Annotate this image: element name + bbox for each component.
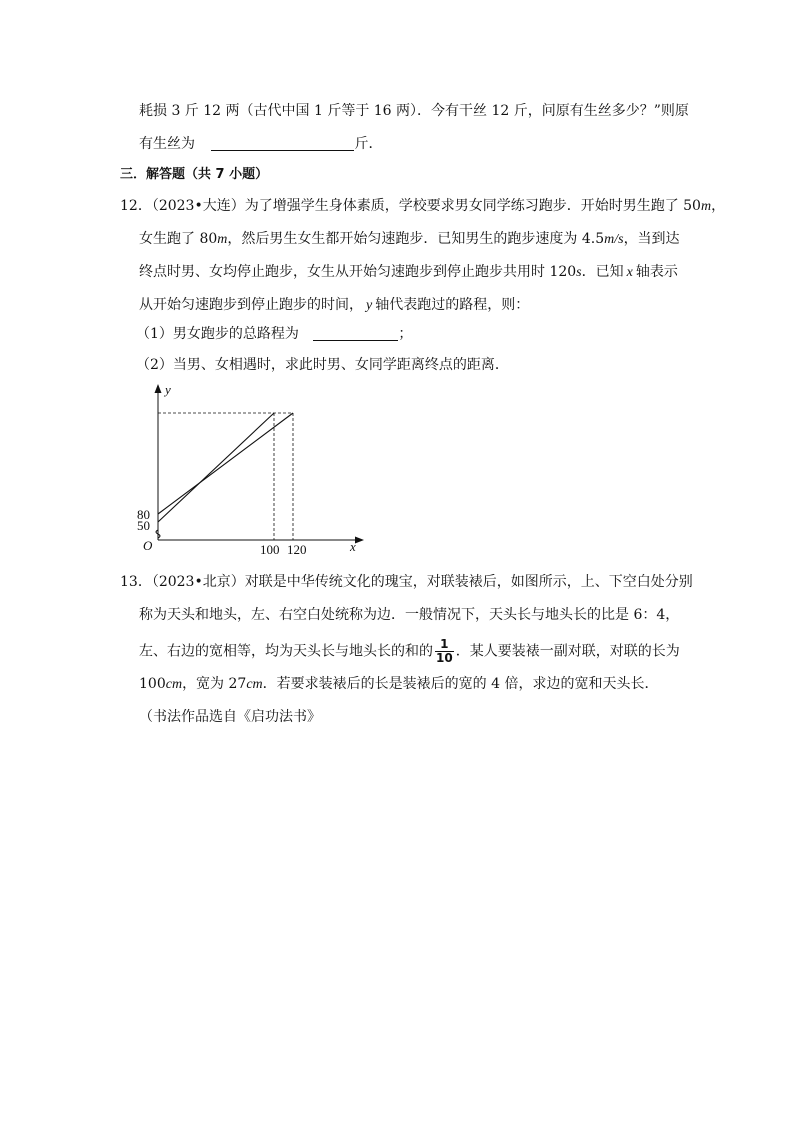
x-axis-arrow	[355, 537, 364, 544]
q13-line1: 13．（2023•北京）对联是中华传统文化的瑰宝，对联装裱后，如图所示，上、下空白处分别	[120, 574, 693, 590]
unit-cm: cm	[246, 677, 263, 692]
prev-problem-line1: 耗损 3 斤 12 两（古代中国 1 斤等于 16 两）．今有干丝 12 斤，问原有生丝多少？”则原	[139, 103, 689, 119]
x-axis-label: x	[350, 539, 356, 554]
y-axis-label: y	[165, 382, 171, 397]
q12-line2-text-c: ，当到达	[623, 231, 680, 247]
q13-line4-text-b: ，宽为 27	[182, 676, 247, 692]
fraction-numerator: 1	[435, 638, 454, 652]
answer-blank-total-distance[interactable]	[313, 324, 398, 341]
unit-cm: cm	[165, 677, 183, 692]
var-y: y	[366, 298, 373, 313]
q12-line2	[139, 229, 680, 250]
unit-m: m	[217, 232, 228, 247]
q13-line4-text-a: 100	[139, 676, 166, 692]
q13-caption: （书法作品选自《启功法书》	[139, 709, 321, 725]
q12-line2-text-b: ，然后男生女生都开始匀速跑步．已知男生的跑步速度为 4.5	[227, 231, 605, 247]
boy-line	[158, 413, 274, 522]
q12-line2-text-a: 女生跑了 80	[139, 231, 218, 247]
q13-line3	[139, 638, 680, 665]
distance-time-graph	[130, 380, 380, 560]
q12-sub1-end: ；	[398, 326, 413, 342]
prev-problem-line2	[139, 134, 382, 154]
origin-label: O	[143, 538, 153, 553]
y-tick-80: 80	[137, 507, 150, 522]
q13-line4-text-c: ．若要求装裱后的长是装裱后的宽的 4 倍，求边的宽和天头长．	[262, 676, 659, 692]
q13-line3-text-a: 左、右边的宽相等，均为天头长与地头长的和的	[139, 643, 433, 660]
q12-line4-text-b: 轴代表跑过的路程，则：	[375, 297, 530, 313]
y-axis-arrow	[155, 384, 162, 393]
q13-line2: 称为天头和地头，左、右空白处统称为边．一般情况下，天头长与地头长的比是 6：4，	[139, 607, 680, 623]
q12-sub1	[136, 324, 412, 344]
section-heading: 三．解答题（共 7 小题）	[120, 167, 269, 182]
q12-line3-text-a: 终点时男、女均停止跑步，女生从开始匀速跑步到停止跑步共用时 120	[139, 264, 577, 280]
answer-blank-raw-silk[interactable]	[211, 134, 354, 151]
q12-line3-text-c: 轴表示	[635, 264, 678, 280]
unit-s: s	[576, 265, 582, 280]
fraction-one-tenth	[435, 638, 454, 665]
var-x: x	[626, 265, 633, 280]
fraction-denominator: 10	[436, 651, 453, 665]
q12-line1-punct: ，	[711, 198, 726, 214]
x-tick-120: 120	[287, 542, 307, 557]
y-tick-50: 50	[137, 518, 150, 533]
unit-m-per-s: m/s	[604, 232, 624, 247]
girl-line	[158, 413, 293, 514]
q12-line4	[139, 295, 529, 316]
q12-line1-text: 12．（2023•大连）为了增强学生身体素质，学校要求男女同学练习跑步．开始时男生跑了 50	[120, 198, 701, 214]
q12-sub1-text: （1）男女跑步的总路程为	[136, 326, 299, 342]
q12-line3	[139, 262, 678, 283]
q13-line4	[139, 674, 658, 695]
unit-m: m	[700, 199, 712, 214]
prev-problem-line2-suffix: 斤．	[354, 136, 383, 152]
q12-line4-text-a: 从开始匀速跑步到停止跑步的时间，	[139, 297, 363, 313]
q12-line3-text-b: ．已知	[581, 264, 624, 280]
x-tick-100: 100	[260, 542, 280, 557]
q13-line3-text-b: ．某人要装裱一副对联，对联的长为	[455, 643, 680, 660]
q12-sub2: （2）当男、女相遇时，求此时男、女同学距离终点的距离．	[136, 357, 509, 373]
q12-line1	[120, 196, 725, 217]
prev-problem-line2-prefix: 有生丝为	[139, 136, 195, 152]
